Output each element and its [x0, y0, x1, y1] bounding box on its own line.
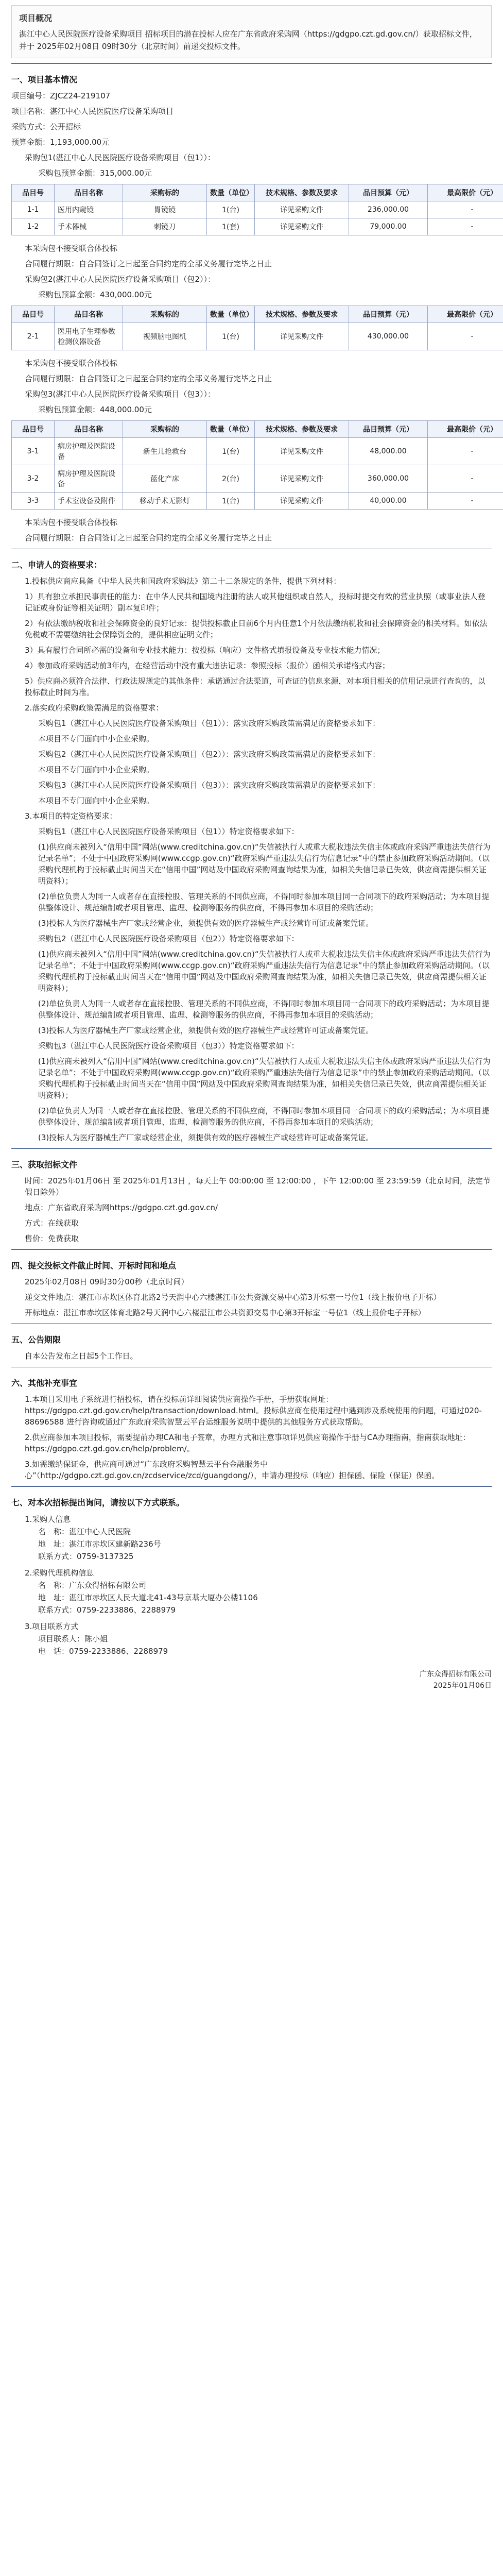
get-doc-place: 地点：广东省政府采购网https://gdgpo.czt.gd.gov.cn/ [25, 1203, 218, 1212]
cell-name: 医用电子生理参数检测仪器设备 [55, 323, 123, 350]
divider [11, 1148, 492, 1149]
lot-table [11, 184, 503, 235]
cell-no: 2-1 [12, 323, 55, 350]
col-spec: 技术规格、参数及要求 [255, 184, 349, 201]
cell-budget: 360,000.00 [349, 465, 428, 493]
project-name: 项目名称：湛江中心人民医院医疗设备采购项目 [11, 107, 174, 116]
table-row [12, 438, 503, 465]
qualification-paragraph: 采购包3（湛江中心人民医院医疗设备采购项目（包3））：落实政府采购政策需满足的资格要求如下： [38, 781, 380, 790]
qualification-paragraph: 采购包1（湛江中心人民医院医疗设备采购项目（包1））：落实政府采购政策需满足的资格要求如下： [38, 719, 380, 728]
cell-no: 3-1 [12, 438, 55, 465]
buyer-name: 名 称：湛江中心人民医院 [38, 1527, 131, 1536]
project-number: 项目编号：ZJCZ24-219107 [11, 91, 111, 100]
section-5-title: 五、公告期限 [11, 1335, 61, 1345]
divider [11, 63, 492, 64]
qualification-paragraph: (2)单位负责人为同一人或者存在直接控股、管理关系的不同供应商，不得同时参加本项目同一合同项下的政府采购活动；为本项目提供整体设计、规范编制或者项目管理、监理、检测等服务的供应商，不得再参加本项目的采购活动； [38, 892, 490, 912]
cell-max: - [428, 493, 503, 510]
cell-name: 手术器械 [55, 218, 123, 235]
cell-max: - [428, 438, 503, 465]
qualification-paragraph: 3.本项目的特定资格要求： [25, 811, 117, 821]
other-item: 1.本项目采用电子系统进行招投标，请在投标前详细阅读供应商操作手册，手册获取网址：https://gdgpo.czt.gd.gov.cn/help/transaction/download.html。投标供应商在使用过程中遇到涉及系统使用的问题，可通过020-88696588 进行咨询或通过广东政府采购智慧云平台运维服务说明中提供的其他服务方式获取帮助。 [25, 1395, 482, 1427]
table-row [12, 323, 503, 350]
footer-signature [11, 1669, 492, 1691]
qualification-paragraph: (2)单位负责人为同一人或者存在直接控股、管理关系的不同供应商，不得同时参加本项目同一合同项下的政府采购活动；为本项目提供整体设计、规范编制或者项目管理、监理、检测等服务的供应商，不得再参加本项目的采购活动； [38, 999, 490, 1020]
cell-no: 1-1 [12, 201, 55, 218]
cell-name: 医用内窥镜 [55, 201, 123, 218]
lot-max: 采购包预算金额：430,000.00元 [38, 290, 152, 299]
qualification-paragraph: 本项目不专门面向中小企业采购。 [38, 734, 154, 743]
cell-target: 刺镜刀 [123, 218, 207, 235]
col-spec: 技术规格、参数及要求 [255, 421, 349, 438]
section-4-title: 四、提交投标文件截止时间、开标时间和地点 [11, 1261, 177, 1270]
lot-note: 本采购包不接受联合体投标 [25, 518, 118, 527]
qualification-paragraph: 采购包1（湛江中心人民医院医疗设备采购项目（包1））特定资格要求如下： [38, 827, 299, 836]
qualification-paragraph: 采购包2（湛江中心人民医院医疗设备采购项目（包2））：落实政府采购政策需满足的资格要求如下： [38, 750, 380, 759]
cell-qty: 1(台) [207, 323, 255, 350]
col-max-price: 最高限价（元） [428, 184, 503, 201]
cell-max: - [428, 323, 503, 350]
qualification-paragraph: (1)供应商未被列入“信用中国”网站(www.creditchina.gov.cn)“失信被执行人或重大税收违法失信主体或政府采购严重违法失信行为记录名单”；不处于中国政府采购网(www.ccgp.gov.cn)“政府采购严重违法失信行为信息记录”中的禁止参加政府采购活动期间。（以采购代理机构于投标截止时间当天在“信用中国”网站及中国政府采购网查询结果为准，如相关失信记录已失效，供应商需提供相关证明资料）； [38, 1057, 491, 1100]
cell-spec: 详见采购文件 [255, 323, 349, 350]
col-max-price: 最高限价（元） [428, 421, 503, 438]
table-row [12, 218, 503, 235]
qualification-paragraph: 3）具有履行合同所必需的设备和专业技术能力：按投标（响应）文件格式填报设备及专业技术能力情况； [25, 646, 385, 655]
lot-note: 本采购包不接受联合体投标 [25, 359, 118, 368]
qualification-paragraph: 采购包2（湛江中心人民医院医疗设备采购项目（包2））特定资格要求如下： [38, 934, 299, 943]
agent-phone: 联系方式：0759-2233886、2288979 [38, 1605, 176, 1615]
lot-heading: 采购包1(湛江中心人民医院医疗设备采购项目（包1））： [25, 153, 215, 162]
col-item-no: 品目号 [12, 421, 55, 438]
spacer [11, 1563, 492, 1567]
col-qty: 数量（单位） [207, 421, 255, 438]
cell-budget: 48,000.00 [349, 438, 428, 465]
lot-table [11, 420, 503, 510]
budget-amount: 预算金额：1,193,000.00元 [11, 138, 110, 147]
lot-max: 采购包预算金额：315,000.00元 [38, 168, 152, 178]
announcement-period: 自本公告发布之日起5个工作日。 [25, 1351, 138, 1361]
table-row [12, 465, 503, 493]
qualification-paragraph: (3)投标人为医疗器械生产厂家或经营企业，须提供有效的医疗器械生产或经营许可证或备案凭证。 [38, 1133, 374, 1142]
table-row [12, 201, 503, 218]
qualification-paragraph: 4）参加政府采购活动前3年内，在经营活动中没有重大违法记录：参照投标（报价）函相关承诺格式内容； [25, 661, 390, 670]
procurement-method: 采购方式：公开招标 [11, 122, 81, 131]
agent-address: 地 址：湛江市赤坎区人民大道北41-43号京基大厦办公楼1106 [38, 1593, 258, 1602]
section-6-title: 六、其他补充事宜 [11, 1378, 78, 1388]
cell-qty: 1(套) [207, 218, 255, 235]
cell-qty: 2(台) [207, 465, 255, 493]
cell-budget: 79,000.00 [349, 218, 428, 235]
cell-qty: 1(台) [207, 201, 255, 218]
section-2-title: 二、申请人的资格要求： [11, 560, 102, 570]
agent-name: 名 称：广东众得招标有限公司 [38, 1581, 147, 1590]
summary-label: 项目概况 [19, 13, 53, 23]
qualification-paragraph: 5）供应商必须符合法律、行政法规规定的其他条件：承诺通过合法渠道，可查证的信息来源，对本项目相关的信用记录进行查询的，以投标截止时间为准。 [25, 676, 485, 697]
project-contact-phone: 电 话：0759-2233886、2288979 [38, 1647, 168, 1656]
footer-org: 广东众得招标有限公司 [420, 1670, 492, 1679]
lot-max: 采购包预算金额：448,000.00元 [38, 405, 152, 414]
section-1-title: 一、项目基本情况 [11, 75, 78, 84]
col-item-name: 品目名称 [55, 421, 123, 438]
qualification-paragraph: (3)投标人为医疗器械生产厂家或经营企业，须提供有效的医疗器械生产或经营许可证或备案凭证。 [38, 1026, 374, 1035]
cell-spec: 详见采购文件 [255, 201, 349, 218]
col-item-no: 品目号 [12, 306, 55, 323]
agent-heading: 2.采购代理机构信息 [25, 1568, 94, 1578]
qualification-paragraph: 本项目不专门面向中小企业采购。 [38, 796, 154, 805]
qualification-paragraph: (1)供应商未被列入“信用中国”网站(www.creditchina.gov.cn)“失信被执行人或重大税收违法失信主体或政府采购严重违法失信行为记录名单”；不处于中国政府采购网(www.ccgp.gov.cn)“政府采购严重违法失信行为信息记录”中的禁止参加政府采购活动期间。（以采购代理机构于投标截止时间当天在“信用中国”网站及中国政府采购网查询结果为准，如相关失信记录已失效，供应商需提供相关证明资料）； [38, 950, 491, 993]
qualification-paragraph: 1）具有独立承担民事责任的能力：在中华人民共和国境内注册的法人或其他组织或自然人，投标时提交有效的营业执照（或事业法人登记证或身份证等相关证明）副本复印件； [25, 592, 485, 613]
other-item: 2.供应商参加本项目投标，需要提前办理CA和电子签章，办理方式和注意事项详见供应商操作手册与CA办理指南，指南获取地址：https://gdgpo.czt.gd.gov.cn/help/problem/。 [25, 1433, 471, 1453]
lot-contract-term: 合同履行期限：自合同签订之日起至合同约定的全部义务履行完毕之日止 [25, 259, 272, 268]
qualification-paragraph: (2)单位负责人为同一人或者存在直接控股、管理关系的不同供应商，不得同时参加本项目同一合同项下的政府采购活动；为本项目提供整体设计、规范编制或者项目管理、监理、检测等服务的供应商，不得再参加本项目的采购活动； [38, 1106, 490, 1127]
cell-no: 3-2 [12, 465, 55, 493]
announcement-content [11, 0, 497, 2576]
lot-heading: 采购包2(湛江中心人民医院医疗设备采购项目（包2））： [25, 275, 215, 284]
cell-budget: 236,000.00 [349, 201, 428, 218]
cell-spec: 详见采购文件 [255, 218, 349, 235]
section-7-title: 七、对本次招标提出询问，请按以下方式联系。 [11, 1498, 185, 1507]
col-target: 采购标的 [123, 184, 207, 201]
qualification-paragraph: 本项目不专门面向中小企业采购。 [38, 765, 154, 774]
lot-contract-term: 合同履行期限：自合同签订之日起至合同约定的全部义务履行完毕之日止 [25, 533, 272, 543]
col-item-no: 品目号 [12, 184, 55, 201]
qualification-paragraph: 2.落实政府采购政策需满足的资格要求： [25, 703, 164, 713]
qualification-paragraph: 2）有依法缴纳税收和社会保障资金的良好记录：提供投标截止日前6个月内任意1个月依法缴纳税收和社会保障资金的相关材料。如依法免税或不需要缴纳社会保障资金的，提供相应证明文件； [25, 619, 488, 639]
submission-place: 递交文件地点：湛江市赤坎区体育北路2号天润中心六楼湛江市公共资源交易中心第3开标室一号位1（线上报价电子开标） [25, 1293, 441, 1302]
divider [11, 1486, 492, 1487]
cell-max: - [428, 201, 503, 218]
cell-budget: 430,000.00 [349, 323, 428, 350]
col-budget: 品目预算（元） [349, 306, 428, 323]
cell-target: 移动手术无影灯 [123, 493, 207, 510]
col-target: 采购标的 [123, 421, 207, 438]
col-max-price: 最高限价（元） [428, 306, 503, 323]
qualification-paragraph: (3)投标人为医疗器械生产厂家或经营企业，须提供有效的医疗器械生产或经营许可证或备案凭证。 [38, 919, 374, 928]
buyer-address: 地 址：湛江市赤坎区建新路236号 [38, 1539, 161, 1549]
cell-target: 新生儿抢救台 [123, 438, 207, 465]
buyer-heading: 1.采购人信息 [25, 1515, 71, 1524]
cell-no: 3-3 [12, 493, 55, 510]
project-summary-box [11, 5, 492, 58]
cell-spec: 详见采购文件 [255, 438, 349, 465]
col-budget: 品目预算（元） [349, 421, 428, 438]
cell-budget: 40,000.00 [349, 493, 428, 510]
col-item-name: 品目名称 [55, 184, 123, 201]
lot-contract-term: 合同履行期限：自合同签订之日起至合同约定的全部义务履行完毕之日止 [25, 374, 272, 383]
lot-note: 本采购包不接受联合体投标 [25, 244, 118, 253]
cell-qty: 1(台) [207, 493, 255, 510]
lot-heading: 采购包3(湛江中心人民医院医疗设备采购项目（包3））： [25, 389, 215, 399]
col-budget: 品目预算（元） [349, 184, 428, 201]
get-doc-way: 方式：在线获取 [25, 1218, 79, 1228]
get-doc-time: 时间：2025年01月06日 至 2025年01月13日 ，每天上午 00:00:00 至 12:00:00 ，下午 12:00:00 至 23:59:59（北京时间，法定节假日除外） [25, 1176, 491, 1197]
cell-max: - [428, 465, 503, 493]
cell-target: 蓝化产床 [123, 465, 207, 493]
buyer-phone: 联系方式：0759-3137325 [38, 1552, 134, 1561]
cell-name: 手术室设备及附件 [55, 493, 123, 510]
col-target: 采购标的 [123, 306, 207, 323]
col-qty: 数量（单位） [207, 306, 255, 323]
cell-spec: 详见采购文件 [255, 465, 349, 493]
cell-spec: 详见采购文件 [255, 493, 349, 510]
col-item-name: 品目名称 [55, 306, 123, 323]
deadline-time: 2025年02月08日 09时30分00秒（北京时间） [25, 1277, 189, 1286]
summary-text: 湛江中心人民医院医疗设备采购项目 招标项目的潜在投标人应在广东省政府采购网（https://gdgpo.czt.gd.gov.cn/）获取招标文件，并于 2025年02月08日 09时30分（北京时间）前递交投标文件。 [19, 29, 477, 51]
lot-table [11, 306, 503, 350]
get-doc-price: 售价：免费获取 [25, 1234, 79, 1243]
cell-qty: 1(台) [207, 438, 255, 465]
table-row [12, 493, 503, 510]
col-spec: 技术规格、参数及要求 [255, 306, 349, 323]
project-contact-name: 项目联系人：陈小姐 [38, 1634, 108, 1643]
spacer [11, 1616, 492, 1620]
col-qty: 数量（单位） [207, 184, 255, 201]
qualification-paragraph: (1)供应商未被列入“信用中国”网站(www.creditchina.gov.cn)“失信被执行人或重大税收违法失信主体或政府采购严重违法失信行为记录名单”；不处于中国政府采购网(www.ccgp.gov.cn)“政府采购严重违法失信行为信息记录”中的禁止参加政府采购活动期间。（以采购代理机构于投标截止时间当天在“信用中国”网站及中国政府采购网查询结果为准，如相关失信记录已失效，供应商需提供相关证明资料）； [38, 842, 491, 886]
cell-max: - [428, 218, 503, 235]
divider [11, 1249, 492, 1250]
cell-target: 视频脑电图机 [123, 323, 207, 350]
cell-target: 胃镜镜 [123, 201, 207, 218]
opening-place: 开标地点：湛江市赤坎区体育北路2号天润中心六楼湛江市公共资源交易中心第3开标室一号位1（线上报价电子开标） [25, 1308, 426, 1317]
cell-no: 1-2 [12, 218, 55, 235]
section-3-title: 三、获取招标文件 [11, 1160, 78, 1170]
qualification-paragraph: 1.投标供应商应具备《中华人民共和国政府采购法》第二十二条规定的条件，提供下列材料： [25, 577, 341, 586]
footer-date: 2025年01月06日 [433, 1682, 492, 1690]
other-item: 3.如需缴纳保证金，供应商可通过“广东政府采购智慧云平台金融服务中心”（http://gdgpo.czt.gd.gov.cn/zcdservice/zcd/guangdong/），申请办理投标（响应）担保函、保险（保证）保函。 [25, 1460, 440, 1480]
project-contact-heading: 3.项目联系方式 [25, 1622, 79, 1631]
qualification-paragraph: 采购包3（湛江中心人民医院医疗设备采购项目（包3））特定资格要求如下： [38, 1041, 299, 1050]
cell-name: 病房护理及医院设备 [55, 438, 123, 465]
cell-name: 病房护理及医院设备 [55, 465, 123, 493]
